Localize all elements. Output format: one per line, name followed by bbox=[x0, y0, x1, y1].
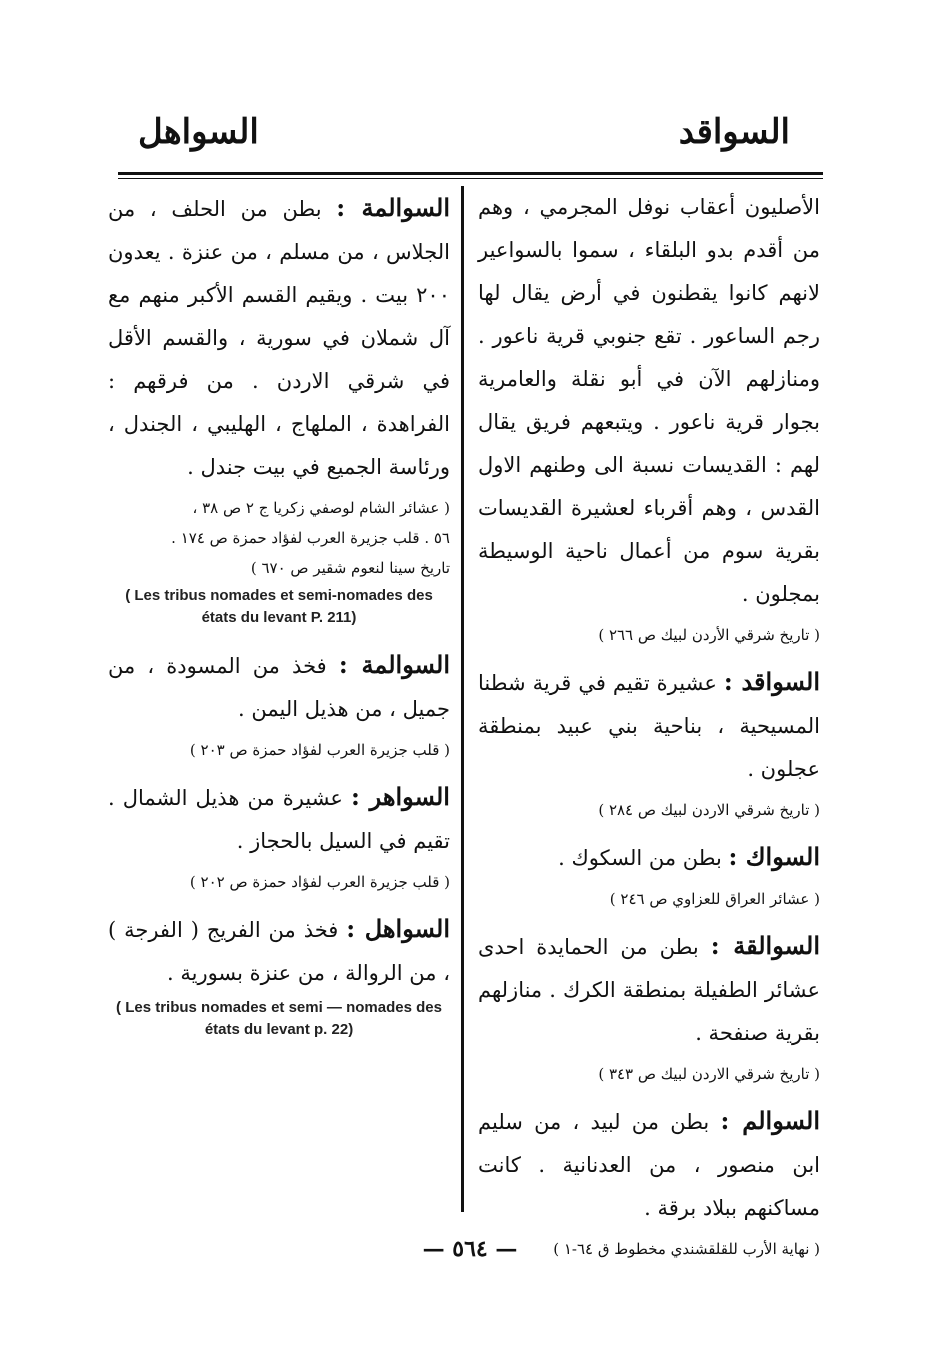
entry-reference-line-2: ٥٦ . قلب جزيرة العرب لفؤاد حمزة ص ١٧٤ . bbox=[171, 529, 450, 547]
header-rule-thick bbox=[118, 172, 823, 175]
entry-heading: السوالقة : bbox=[710, 931, 820, 960]
entry-heading: السوالمة : bbox=[336, 193, 450, 222]
entry-reference-line-1: ( عشائر الشام لوصفي زكريا ج ٢ ص ٣٨ ، bbox=[192, 499, 450, 517]
entry-reference: ( تاريخ شرقي الاردن لبيك ص ٣٤٣ ) bbox=[598, 1065, 820, 1083]
entry-text: فخذ من الفريج ( الفرجة ) ، من الروالة ، من عنزة بسورية . bbox=[108, 918, 450, 985]
entry-sawahil bbox=[108, 907, 450, 1041]
entry-reference: ( عشائر العراق للعزاوي ص ٢٤٦ ) bbox=[609, 890, 820, 908]
entry-sawalima-2 bbox=[108, 643, 450, 765]
french-reference: ( Les tribus nomades et semi — nomades des états du levant p. 22) bbox=[116, 999, 442, 1038]
entry-text: عشيرة من هذيل الشمال . تقيم في السيل بالحجاز . bbox=[108, 786, 450, 853]
entry-reference: ( قلب جزيرة العرب لفؤاد حمزة ص ٢٠٢ ) bbox=[189, 873, 450, 891]
column-divider bbox=[461, 186, 464, 1212]
right-column bbox=[478, 186, 820, 1274]
entry-sawaliqa bbox=[478, 924, 820, 1089]
entry-reference: ( قلب جزيرة العرب لفؤاد حمزة ص ٢٠٣ ) bbox=[189, 741, 450, 759]
entry-reference: ( تاريخ شرقي الاردن لبيك ص ٢٨٤ ) bbox=[598, 801, 820, 819]
entry-heading: السوالم : bbox=[720, 1106, 821, 1135]
running-header-left: السواهل bbox=[138, 112, 259, 152]
entry-text: عشيرة تقيم في قرية شطنا المسيحية ، بناحية بني عبيد بمنطقة عجلون . bbox=[478, 671, 820, 781]
entry-text: بطن من الحمايدة احدى عشائر الطفيلة بمنطقة الكرك . منازلهم بقرية صنفحة . bbox=[478, 935, 820, 1045]
french-reference: ( Les tribus nomades et semi-nomades des états du levant P. 211) bbox=[125, 587, 433, 626]
header-rule-thin bbox=[118, 178, 823, 179]
entry-reference-line-3: تاريخ سينا لنعوم شقير ص ٦٧٠ ) bbox=[250, 559, 450, 577]
entry-sawak bbox=[478, 835, 820, 914]
entry-text: بطن من السكوك . bbox=[558, 846, 722, 870]
running-header-right: السواقد bbox=[678, 112, 790, 152]
entry-text: فخذ من المسودة ، من جميل ، من هذيل اليمن . bbox=[108, 654, 450, 721]
entry-text: بطن من لبيد ، من سليم ابن منصور ، من العدنانية . كانت مساكنهم ببلاد برقة . bbox=[478, 1110, 820, 1220]
left-column bbox=[108, 186, 450, 1055]
entry-heading: السواهر : bbox=[351, 782, 450, 811]
entry-heading: السواقد : bbox=[723, 667, 820, 696]
page-number: — ٥٦٤ — bbox=[422, 1236, 518, 1262]
entry-heading: السواهل : bbox=[346, 914, 450, 943]
entry-heading: السوالمة : bbox=[338, 650, 451, 679]
entry-sawaqid bbox=[478, 660, 820, 825]
entry-reference: ( نهاية الأرب للقلقشندي مخطوط ق ٦٤-١ ) bbox=[553, 1240, 820, 1258]
entry-sawahir bbox=[108, 775, 450, 897]
entry-sawalima bbox=[108, 186, 450, 629]
entry-heading: السواك : bbox=[728, 842, 820, 871]
intro-text: الأصليون أعقاب نوفل المجرمي ، وهم من أقدم بدو البلقاء ، سموا بالسواعير لانهم كانوا يقطنون في أرض يقال لها رجم الساعور . تقع جنوبي قرية ناعور . ومنازلهم الآن في أبو نقلة والعامرية بجوار قرية ناعور . ويتبعهم فريق يقال لهم : القديسات نسبة الى وطنهم الاول القدس ، وهم أقرباء لعشيرة القديسات بقرية سوم من أعمال ناحية الوسيطة بمجلون . bbox=[478, 195, 820, 606]
entry-text: بطن من الحلف ، من الجلاس ، من مسلم ، من عنزة . يعدون ٢٠٠ بيت . ويقيم القسم الأكبر منهم مع آل شملان في سورية ، والقسم الأقل في شرقي الاردن . من فرقهم : الفراهدة ، الملهاج ، الهليبي ، الجندل ، ورئاسة الجميع في بيت جندل . bbox=[108, 197, 450, 479]
intro-reference: ( تاريخ شرقي الأردن لبيك ص ٢٦٦ ) bbox=[598, 626, 820, 644]
